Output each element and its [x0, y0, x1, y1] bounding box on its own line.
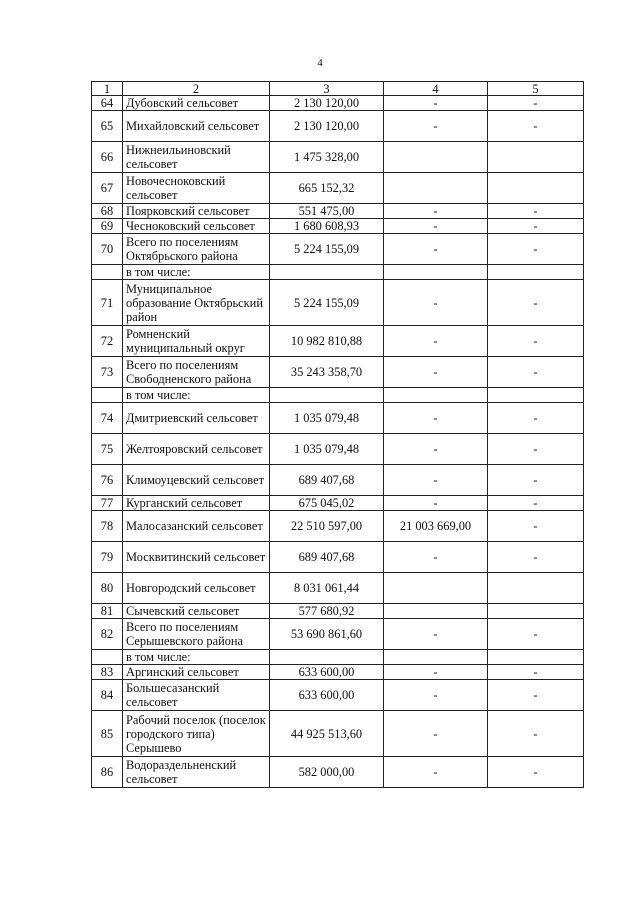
row-col5-cell	[488, 265, 584, 280]
row-name-cell: Всего по поселениям Октябрьского района	[123, 234, 270, 265]
row-col5-cell: -	[488, 219, 584, 234]
row-amount-cell: 10 982 810,88	[270, 326, 384, 357]
row-col5-cell: -	[488, 711, 584, 757]
row-number-cell: 72	[92, 326, 123, 357]
row-number-cell	[92, 388, 123, 403]
row-amount-cell: 689 407,68	[270, 542, 384, 573]
table-row	[92, 219, 584, 234]
row-name-cell: Михайловский сельсовет	[123, 111, 270, 142]
row-amount-cell: 1 680 608,93	[270, 219, 384, 234]
row-col4-cell: -	[384, 496, 488, 511]
table-row	[92, 619, 584, 650]
row-name-cell: Новочесноковский сельсовет	[123, 173, 270, 204]
row-name-cell: Аргинский сельсовет	[123, 665, 270, 680]
header-cell: 5	[488, 82, 584, 96]
table-row	[92, 511, 584, 542]
row-number-cell: 66	[92, 142, 123, 173]
table-row	[92, 665, 584, 680]
table-row	[92, 604, 584, 619]
row-number-cell: 79	[92, 542, 123, 573]
row-name-cell: Новгородский сельсовет	[123, 573, 270, 604]
row-amount-cell: 577 680,92	[270, 604, 384, 619]
row-name-cell: Поярковский сельсовет	[123, 204, 270, 219]
row-col4-cell	[384, 604, 488, 619]
row-col5-cell: -	[488, 204, 584, 219]
table-row	[92, 173, 584, 204]
row-col4-cell	[384, 388, 488, 403]
table-row	[92, 465, 584, 496]
row-col4-cell: -	[384, 619, 488, 650]
row-number-cell: 81	[92, 604, 123, 619]
row-amount-cell	[270, 388, 384, 403]
row-col5-cell: -	[488, 465, 584, 496]
row-amount-cell: 633 600,00	[270, 680, 384, 711]
row-number-cell: 82	[92, 619, 123, 650]
row-name-cell: Всего по поселениям Свободненского района	[123, 357, 270, 388]
row-col4-cell: -	[384, 403, 488, 434]
row-number-cell: 84	[92, 680, 123, 711]
budget-table	[91, 81, 584, 788]
table-row	[92, 234, 584, 265]
row-amount-cell: 689 407,68	[270, 465, 384, 496]
row-col4-cell: -	[384, 711, 488, 757]
row-number-cell	[92, 265, 123, 280]
row-amount-cell: 5 224 155,09	[270, 280, 384, 326]
row-col4-cell: -	[384, 680, 488, 711]
row-col5-cell: -	[488, 619, 584, 650]
header-row	[92, 82, 584, 96]
row-amount-cell	[270, 650, 384, 665]
row-col4-cell	[384, 173, 488, 204]
row-col4-cell: -	[384, 234, 488, 265]
table-row	[92, 388, 584, 403]
table-row	[92, 542, 584, 573]
row-col5-cell: -	[488, 96, 584, 111]
header-cell: 2	[123, 82, 270, 96]
row-name-cell: в том числе:	[123, 265, 270, 280]
row-col4-cell: -	[384, 204, 488, 219]
row-col5-cell: -	[488, 511, 584, 542]
row-name-cell: Малосазанский сельсовет	[123, 511, 270, 542]
table-row	[92, 650, 584, 665]
header-cell: 4	[384, 82, 488, 96]
row-amount-cell	[270, 265, 384, 280]
table-row	[92, 680, 584, 711]
table-row	[92, 434, 584, 465]
row-col4-cell: -	[384, 757, 488, 788]
row-col4-cell	[384, 265, 488, 280]
row-amount-cell: 8 031 061,44	[270, 573, 384, 604]
row-name-cell: Всего по поселениям Серышевского района	[123, 619, 270, 650]
row-col4-cell	[384, 650, 488, 665]
table-row	[92, 357, 584, 388]
row-col5-cell: -	[488, 542, 584, 573]
table-row	[92, 403, 584, 434]
row-name-cell: Водораздельненский сельсовет	[123, 757, 270, 788]
row-col5-cell: -	[488, 757, 584, 788]
row-col5-cell: -	[488, 434, 584, 465]
row-name-cell: Сычевский сельсовет	[123, 604, 270, 619]
row-name-cell: Москвитинский сельсовет	[123, 542, 270, 573]
row-number-cell: 71	[92, 280, 123, 326]
header-cell: 3	[270, 82, 384, 96]
row-number-cell: 73	[92, 357, 123, 388]
row-number-cell: 65	[92, 111, 123, 142]
row-amount-cell: 1 475 328,00	[270, 142, 384, 173]
row-name-cell: в том числе:	[123, 388, 270, 403]
row-col5-cell: -	[488, 403, 584, 434]
row-col5-cell: -	[488, 357, 584, 388]
row-amount-cell: 675 045,02	[270, 496, 384, 511]
page-number: 4	[317, 57, 323, 69]
row-amount-cell: 551 475,00	[270, 204, 384, 219]
row-number-cell: 85	[92, 711, 123, 757]
table-row	[92, 573, 584, 604]
row-amount-cell: 53 690 861,60	[270, 619, 384, 650]
table-row	[92, 265, 584, 280]
row-number-cell: 68	[92, 204, 123, 219]
row-col5-cell: -	[488, 665, 584, 680]
row-amount-cell: 2 130 120,00	[270, 96, 384, 111]
row-name-cell: Курганский сельсовет	[123, 496, 270, 511]
row-col5-cell: -	[488, 496, 584, 511]
row-amount-cell: 35 243 358,70	[270, 357, 384, 388]
row-amount-cell: 665 152,32	[270, 173, 384, 204]
row-col5-cell: -	[488, 680, 584, 711]
table-row	[92, 280, 584, 326]
row-col5-cell: -	[488, 111, 584, 142]
row-number-cell: 77	[92, 496, 123, 511]
row-number-cell: 78	[92, 511, 123, 542]
row-col4-cell: -	[384, 434, 488, 465]
table-row	[92, 496, 584, 511]
row-number-cell: 83	[92, 665, 123, 680]
row-name-cell: Климоуцевский сельсовет	[123, 465, 270, 496]
row-col4-cell: -	[384, 357, 488, 388]
row-number-cell: 80	[92, 573, 123, 604]
row-col5-cell	[488, 388, 584, 403]
table-row	[92, 326, 584, 357]
row-col4-cell: -	[384, 111, 488, 142]
row-number-cell	[92, 650, 123, 665]
row-amount-cell: 2 130 120,00	[270, 111, 384, 142]
table-row	[92, 757, 584, 788]
row-number-cell: 67	[92, 173, 123, 204]
row-name-cell: Желтояровский сельсовет	[123, 434, 270, 465]
row-name-cell: Чесноковский сельсовет	[123, 219, 270, 234]
row-name-cell: Муниципальное образование Октябрьский район	[123, 280, 270, 326]
header-cell: 1	[92, 82, 123, 96]
row-amount-cell: 1 035 079,48	[270, 434, 384, 465]
row-name-cell: Нижнеильиновский сельсовет	[123, 142, 270, 173]
row-col4-cell: -	[384, 280, 488, 326]
row-col4-cell	[384, 573, 488, 604]
row-name-cell: Ромненский муниципальный округ	[123, 326, 270, 357]
row-number-cell: 64	[92, 96, 123, 111]
row-name-cell: Рабочий поселок (поселок городского типа) Серышево	[123, 711, 270, 757]
row-name-cell: Дубовский сельсовет	[123, 96, 270, 111]
row-number-cell: 74	[92, 403, 123, 434]
row-amount-cell: 44 925 513,60	[270, 711, 384, 757]
table-row	[92, 96, 584, 111]
row-number-cell: 70	[92, 234, 123, 265]
row-col5-cell	[488, 173, 584, 204]
row-amount-cell: 633 600,00	[270, 665, 384, 680]
row-col5-cell	[488, 604, 584, 619]
row-name-cell: Большесазанский сельсовет	[123, 680, 270, 711]
table-row	[92, 142, 584, 173]
row-col4-cell: 21 003 669,00	[384, 511, 488, 542]
row-col4-cell: -	[384, 465, 488, 496]
row-number-cell: 69	[92, 219, 123, 234]
table-row	[92, 711, 584, 757]
row-col4-cell: -	[384, 219, 488, 234]
row-col4-cell: -	[384, 326, 488, 357]
row-col4-cell: -	[384, 665, 488, 680]
row-amount-cell: 1 035 079,48	[270, 403, 384, 434]
row-col4-cell: -	[384, 96, 488, 111]
row-name-cell: в том числе:	[123, 650, 270, 665]
row-col5-cell: -	[488, 326, 584, 357]
row-number-cell: 75	[92, 434, 123, 465]
row-amount-cell: 5 224 155,09	[270, 234, 384, 265]
row-col5-cell	[488, 142, 584, 173]
row-col5-cell	[488, 650, 584, 665]
table-row	[92, 204, 584, 219]
row-name-cell: Дмитриевский сельсовет	[123, 403, 270, 434]
row-col5-cell	[488, 573, 584, 604]
table-row	[92, 111, 584, 142]
row-number-cell: 76	[92, 465, 123, 496]
row-amount-cell: 22 510 597,00	[270, 511, 384, 542]
row-col5-cell: -	[488, 280, 584, 326]
row-number-cell: 86	[92, 757, 123, 788]
row-col4-cell: -	[384, 542, 488, 573]
row-amount-cell: 582 000,00	[270, 757, 384, 788]
row-col5-cell: -	[488, 234, 584, 265]
row-col4-cell	[384, 142, 488, 173]
